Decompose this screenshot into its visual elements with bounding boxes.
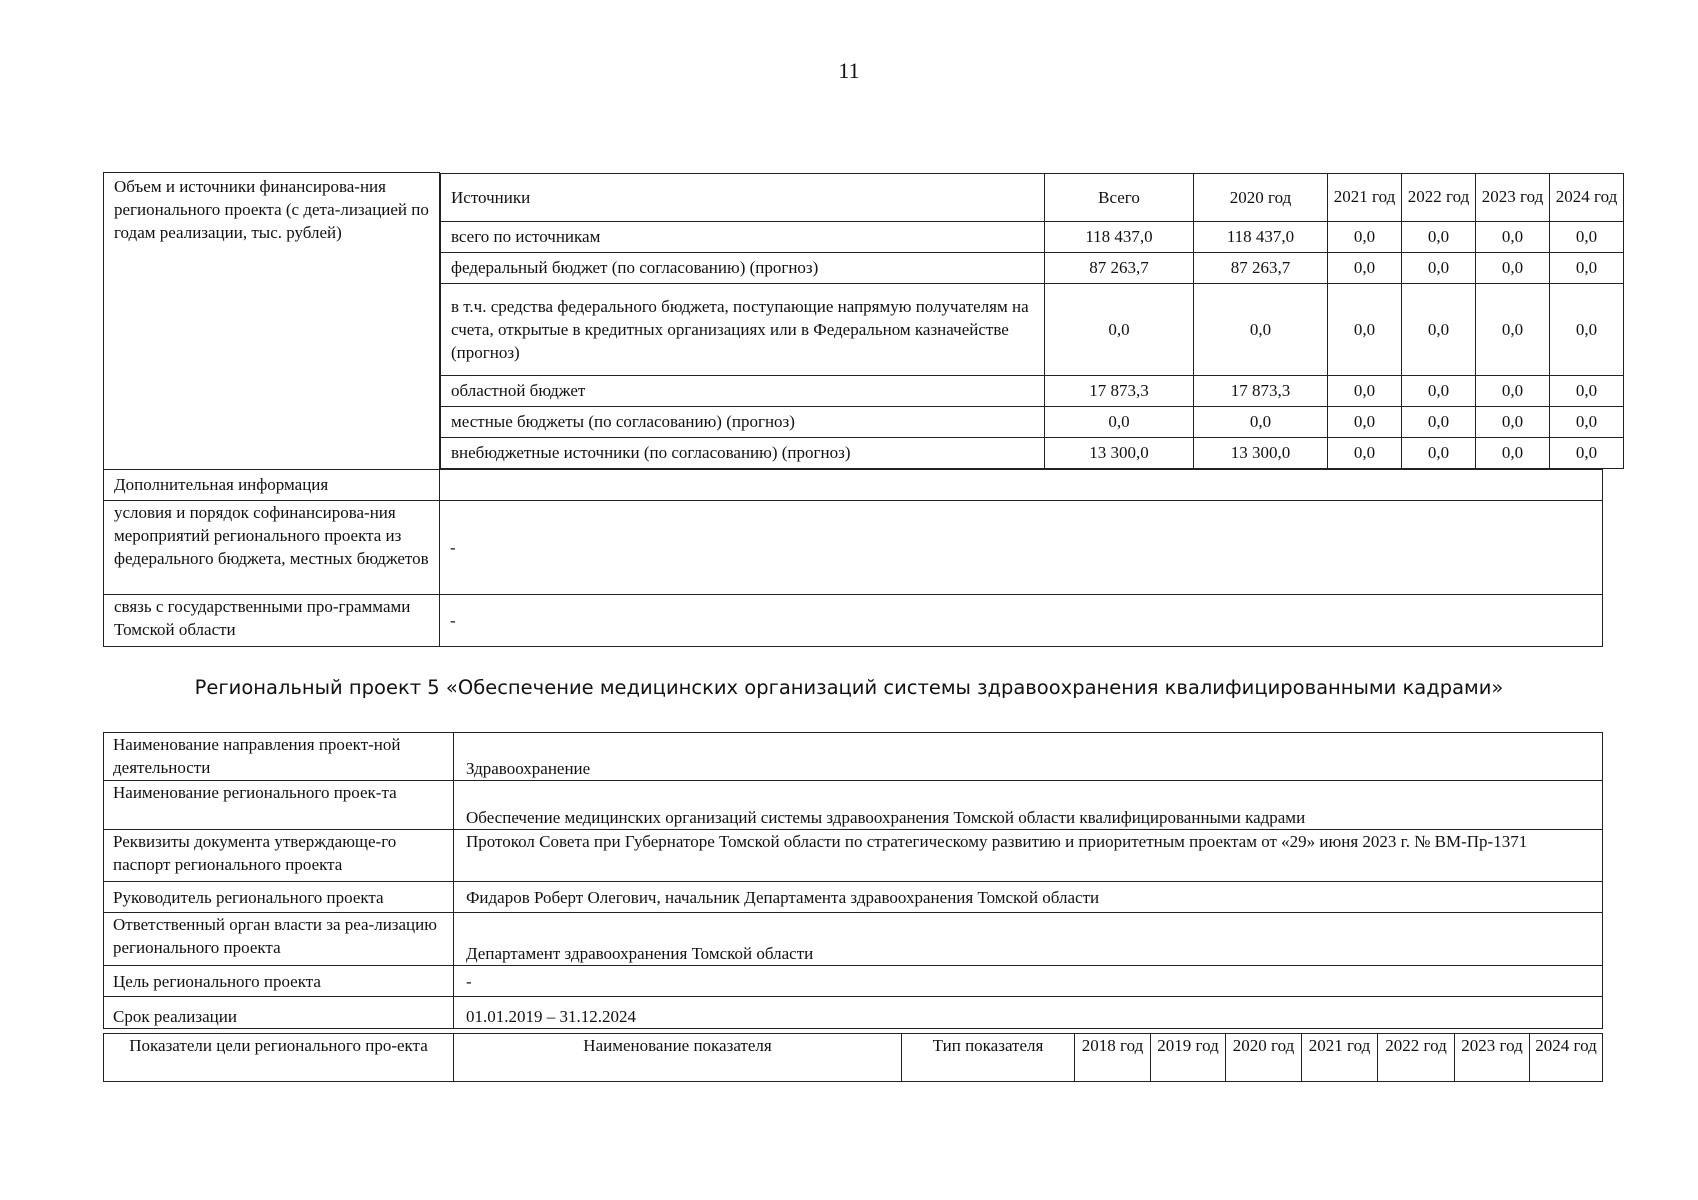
value-total: 0,0 [1045,283,1194,375]
passport-value: Протокол Совета при Губернаторе Томской области по стратегическому развитию и приоритетным проектам от «29» июня 2023 г. № ВМ-Пр-1371 [454,830,1603,882]
passport-label: Руководитель регионального проекта [104,882,454,913]
programs-value: - [440,594,1603,646]
year-header-2024: 2024 год [1530,1034,1603,1082]
passport-label: Цель регионального проекта [104,966,454,997]
value-2020: 0,0 [1194,406,1328,437]
passport-value: - [454,966,1603,997]
value-total: 87 263,7 [1045,252,1194,283]
value-2020: 87 263,7 [1194,252,1328,283]
programs-label: связь с государственными про-граммами Томской области [104,594,440,646]
header-2022: 2022 год [1402,173,1476,221]
finance-label: Объем и источники финансирова-ния регионального проекта (с дета-лизацией по годам реализации, тыс. рублей) [104,173,440,470]
value-total: 13 300,0 [1045,437,1194,468]
indicators-header-table [103,1033,1603,1082]
additional-info-empty [440,469,1603,500]
value-2022: 0,0 [1402,221,1476,252]
page-number: 11 [838,58,860,83]
header-2021: 2021 год [1328,173,1402,221]
source-name: в т.ч. средства федерального бюджета, поступающие напрямую получателям на счета, открытые в кредитных организациях или в Федеральном казначействе (прогноз) [441,283,1045,375]
year-header-2020: 2020 год [1226,1034,1302,1082]
value-2023: 0,0 [1476,437,1550,468]
value-2024: 0,0 [1550,406,1624,437]
value-2024: 0,0 [1550,221,1624,252]
source-name: областной бюджет [441,375,1045,406]
finance-sources-table [440,173,1624,469]
value-2024: 0,0 [1550,437,1624,468]
value-2021: 0,0 [1328,252,1402,283]
source-name: федеральный бюджет (по согласованию) (прогноз) [441,252,1045,283]
value-2021: 0,0 [1328,406,1402,437]
indicator-name-header: Наименование показателя [454,1034,902,1082]
finance-table [103,172,1618,647]
value-2020: 13 300,0 [1194,437,1328,468]
header-sources: Источники [441,173,1045,221]
value-2023: 0,0 [1476,252,1550,283]
value-2024: 0,0 [1550,252,1624,283]
value-2024: 0,0 [1550,375,1624,406]
value-2022: 0,0 [1402,252,1476,283]
source-name: всего по источникам [441,221,1045,252]
project5-title: Региональный проект 5 «Обеспечение медицинских организаций системы здравоохранения квалифицированными кадрами» [194,676,1504,699]
value-2023: 0,0 [1476,406,1550,437]
value-2023: 0,0 [1476,375,1550,406]
value-2020: 118 437,0 [1194,221,1328,252]
passport-value: Обеспечение медицинских организаций системы здравоохранения Томской области квалифицированными кадрами [454,781,1603,830]
cofinancing-value: - [440,500,1603,594]
passport-label: Наименование регионального проек-та [104,781,454,830]
value-2024: 0,0 [1550,283,1624,375]
indicator-type-header: Тип показателя [902,1034,1075,1082]
value-2023: 0,0 [1476,221,1550,252]
value-2021: 0,0 [1328,437,1402,468]
passport-value: 01.01.2019 – 31.12.2024 [454,997,1603,1029]
source-name: местные бюджеты (по согласованию) (прогноз) [441,406,1045,437]
value-2020: 0,0 [1194,283,1328,375]
passport-value: Фидаров Роберт Олегович, начальник Департамента здравоохранения Томской области [454,882,1603,913]
header-2024: 2024 год [1550,173,1624,221]
value-2022: 0,0 [1402,283,1476,375]
year-header-2021: 2021 год [1302,1034,1378,1082]
value-2022: 0,0 [1402,406,1476,437]
passport-label: Наименование направления проект-ной деятельности [104,733,454,781]
passport-value: Здравоохранение [454,733,1603,781]
header-2020: 2020 год [1194,173,1328,221]
passport-label: Ответственный орган власти за реа-лизацию регионального проекта [104,913,454,966]
additional-info-title: Дополнительная информация [104,469,440,500]
passport-value: Департамент здравоохранения Томской области [454,913,1603,966]
value-2021: 0,0 [1328,375,1402,406]
value-total: 0,0 [1045,406,1194,437]
value-2022: 0,0 [1402,437,1476,468]
header-2023: 2023 год [1476,173,1550,221]
year-header-2018: 2018 год [1075,1034,1151,1082]
year-header-2019: 2019 год [1151,1034,1226,1082]
value-2022: 0,0 [1402,375,1476,406]
year-header-2022: 2022 год [1378,1034,1455,1082]
passport-table [103,732,1603,1029]
passport-label: Срок реализации [104,997,454,1029]
source-name: внебюджетные источники (по согласованию) (прогноз) [441,437,1045,468]
header-total: Всего [1045,173,1194,221]
cofinancing-label: условия и порядок софинансирова-ния мероприятий регионального проекта из федерального бюджета, местных бюджетов [104,500,440,594]
value-total: 17 873,3 [1045,375,1194,406]
value-total: 118 437,0 [1045,221,1194,252]
indicators-label: Показатели цели регионального про-екта [104,1034,454,1082]
year-header-2023: 2023 год [1455,1034,1530,1082]
value-2021: 0,0 [1328,221,1402,252]
value-2021: 0,0 [1328,283,1402,375]
value-2020: 17 873,3 [1194,375,1328,406]
passport-label: Реквизиты документа утверждающе-го паспорт регионального проекта [104,830,454,882]
value-2023: 0,0 [1476,283,1550,375]
